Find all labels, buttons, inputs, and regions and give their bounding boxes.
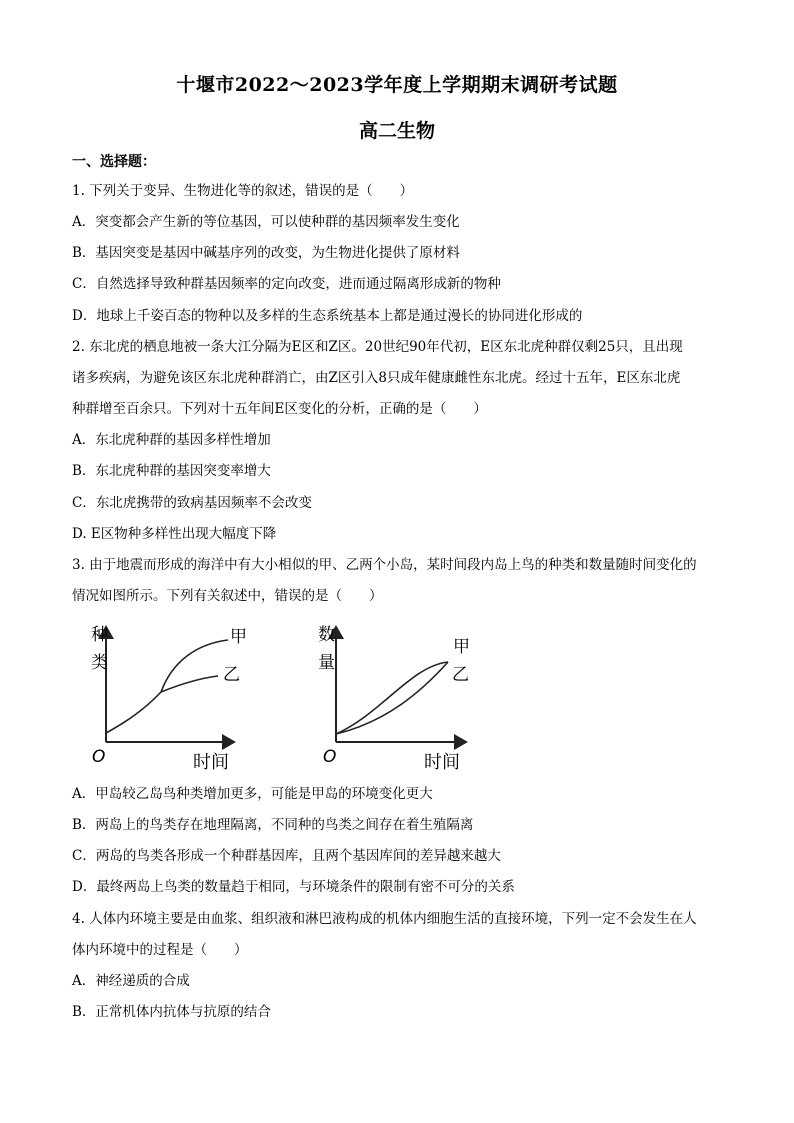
quantity-y-label-1: 数 — [318, 625, 335, 645]
question-1-option-a: A．突变都会产生新的等位基因，可以使种群的基因频率发生变化 — [72, 214, 460, 230]
section-heading: 一、选择题： — [72, 154, 156, 170]
quantity-curve-yi-label: 乙 — [452, 665, 469, 685]
quantity-curve-jia-label: 甲 — [453, 637, 470, 657]
question-4-option-a: A．神经递质的合成 — [72, 973, 190, 989]
quantity-origin-label: O — [323, 747, 337, 767]
question-3-stem-line-1: 3. 由于地震而形成的海洋中有大小相似的甲、乙两个小岛，某时间段内岛上鸟的种类和数量随时间变化的 — [72, 557, 697, 573]
question-3-stem-line-2: 情况如图所示。下列有关叙述中，错误的是（ ） — [72, 588, 383, 604]
quantity-y-label-2: 量 — [318, 653, 335, 673]
question-2-stem-line-3: 种群增至百余只。下列对十五年间E区变化的分析，正确的是（ ） — [72, 401, 487, 417]
question-2-option-b: B．东北虎种群的基因突变率增大 — [72, 463, 271, 479]
species-curve-jia — [106, 640, 228, 733]
question-1-option-b: B．基因突变是基因中碱基序列的改变，为生物进化提供了原材料 — [72, 245, 460, 261]
question-3-option-a: A．甲岛较乙岛鸟种类增加更多，可能是甲岛的环境变化更大 — [72, 786, 433, 802]
question-2-option-c: C．东北虎携带的致病基因频率不会改变 — [72, 495, 312, 511]
question-3-option-d: D．最终两岛上鸟类的数量趋于相同，与环境条件的限制有密不可分的关系 — [72, 879, 515, 895]
quantity-curve-jia — [336, 662, 448, 734]
question-2-stem-line-2: 诸多疾病，为避免该区东北虎种群消亡，由Z区引入8只成年健康雌性东北虎。经过十五年，E区东北虎 — [72, 370, 681, 386]
quantity-graph — [318, 625, 470, 773]
species-origin-label: O — [92, 747, 106, 767]
species-y-label-2: 类 — [91, 653, 108, 673]
question-2-option-d: D. E区物种多样性出现大幅度下降 — [72, 526, 277, 542]
species-y-label-1: 种 — [91, 625, 108, 645]
question-4-stem-line-2: 体内环境中的过程是（ ） — [72, 942, 248, 958]
quantity-curve-yi — [336, 662, 448, 734]
species-curve-yi — [161, 676, 218, 692]
species-x-label: 时间 — [193, 752, 229, 773]
question-4-option-b: B．正常机体内抗体与抗原的结合 — [72, 1004, 271, 1020]
species-graph — [91, 625, 247, 773]
question-3-figure — [86, 622, 506, 782]
species-curve-jia-label: 甲 — [230, 627, 247, 647]
question-4-stem-line-1: 4. 人体内环境主要是由血浆、组织液和淋巴液构成的机体内细胞生活的直接环境，下列一定不会发生在人 — [72, 911, 697, 927]
quantity-x-label: 时间 — [424, 752, 460, 773]
question-1-option-d: D．地球上千姿百态的物种以及多样的生态系统基本上都是通过漫长的协同进化形成的 — [72, 308, 583, 324]
question-2-option-a: A．东北虎种群的基因多样性增加 — [72, 432, 271, 448]
exam-subtitle: 高二生物 — [358, 120, 435, 142]
question-3-option-c: C．两岛的鸟类各形成一个种群基因库，且两个基因库间的差异越来越大 — [72, 848, 501, 864]
question-1-stem: 1. 下列关于变异、生物进化等的叙述，错误的是（ ） — [72, 183, 414, 199]
question-1-option-c: C．自然选择导致种群基因频率的定向改变，进而通过隔离形成新的物种 — [72, 276, 501, 292]
question-3-option-b: B．两岛上的鸟类存在地理隔离，不同种的鸟类之间存在着生殖隔离 — [72, 817, 474, 833]
species-curve-yi-label: 乙 — [223, 665, 240, 685]
exam-title: 十堰市2022～2023学年度上学期期末调研考试题 — [176, 74, 618, 96]
question-2-stem-line-1: 2. 东北虎的栖息地被一条大江分隔为E区和Z区。20世纪90年代初，E区东北虎种群仅剩25只，且出现 — [72, 339, 683, 355]
